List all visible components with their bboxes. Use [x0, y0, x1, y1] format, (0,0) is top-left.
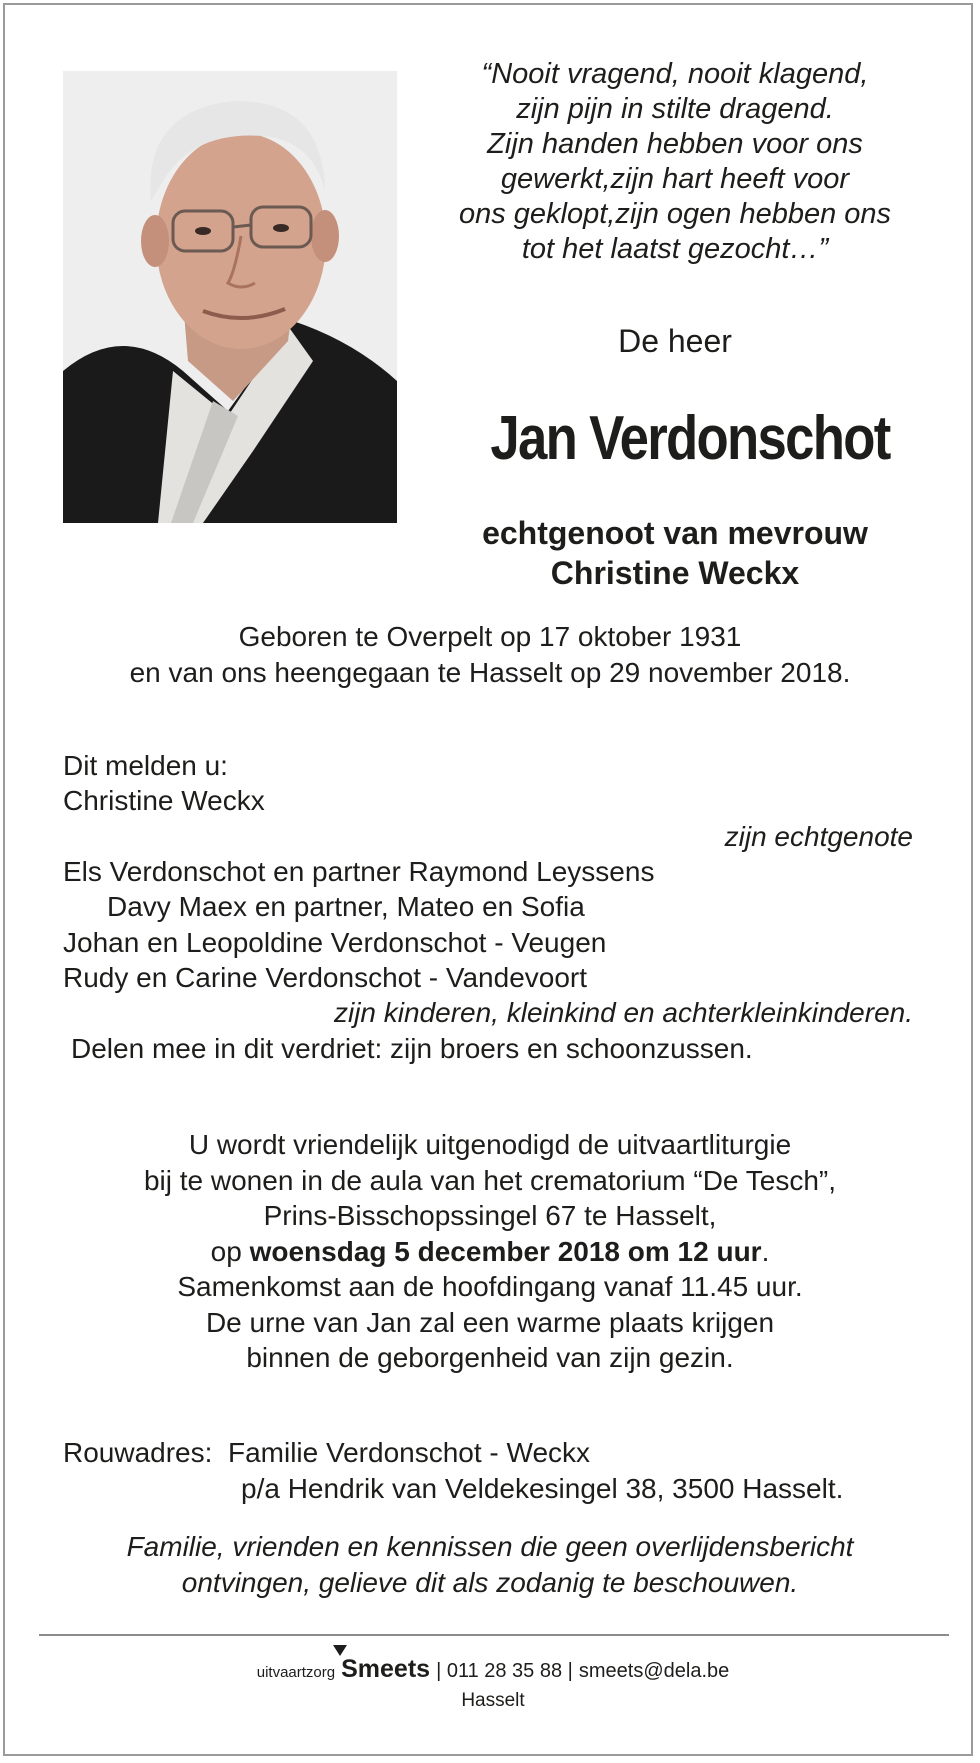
footer-email[interactable]: smeets@dela.be [578, 1660, 730, 1682]
brand-name: Smeets [341, 1655, 431, 1683]
salutation: De heer [618, 323, 732, 359]
quote-line: gewerkt,zijn hart heeft voor [500, 163, 850, 195]
funeral-invitation [45, 1127, 935, 1376]
invitation-line: Prins-Bisschopssingel 67 te Hasselt, [263, 1200, 717, 1231]
death-line: en van ons heengegaan te Hasselt op 29 november 2018. [129, 657, 851, 688]
triangle-logo-icon [333, 1645, 347, 1656]
invitation-line: De urne van Jan zal een warme plaats krijgen [205, 1306, 775, 1338]
quote-line: “Nooit vragend, nooit klagend, [481, 58, 869, 90]
address-label: Rouwadres: [63, 1437, 213, 1468]
spouse-heading [425, 513, 925, 593]
footer-contact-line [257, 1655, 730, 1684]
mourning-address [63, 1435, 843, 1507]
invitation-line: bij te wonen in de aula van het crematorium “De Tesch”, [143, 1164, 837, 1196]
footer-divider [39, 1634, 949, 1636]
closing-notice [45, 1529, 935, 1601]
deceased-name: Jan Verdonschot [490, 404, 890, 473]
life-dates [45, 619, 935, 691]
invitation-line: U wordt vriendelijk uitgenodigd de uitvaartliturgie [188, 1129, 792, 1160]
portrait-photo [63, 71, 397, 523]
spouse-name: Christine Weckx [550, 555, 800, 591]
memorial-quote [425, 57, 925, 267]
brand-logo [341, 1655, 430, 1684]
address-family: Familie Verdonschot - Weckx [227, 1437, 591, 1468]
spouse-relation: echtgenoot van mevrouw [482, 515, 868, 551]
footer [5, 1655, 980, 1712]
brand-tagline: uitvaartzorg [256, 1664, 336, 1681]
footer-phone: | 011 28 35 88 | [436, 1660, 573, 1682]
obituary-card [3, 3, 973, 1756]
family-spouse-role: zijn echtgenote [724, 821, 913, 852]
footer-city: Hasselt [461, 1690, 525, 1711]
family-spouse-name: Christine Weckx [63, 785, 265, 816]
date-prefix: op [210, 1235, 250, 1267]
invitation-date-line [45, 1234, 935, 1270]
family-child: Davy Maex en partner, Mateo en Sofia [107, 891, 585, 922]
quote-line: tot het laatst gezocht…” [521, 233, 829, 265]
invitation-line: Samenkomst aan de hoofdingang vanaf 11.45 uur. [177, 1271, 803, 1302]
family-child: Rudy en Carine Verdonschot - Vandevoort [63, 962, 588, 993]
family-child: Els Verdonschot en partner Raymond Leyssens [63, 856, 655, 887]
date-suffix: . [761, 1235, 770, 1267]
invitation-line: binnen de geborgenheid van zijn gezin. [246, 1342, 734, 1373]
family-intro: Dit melden u: [63, 750, 228, 781]
family-others: Delen mee in dit verdriet: zijn broers en schoonzussen. [71, 1033, 753, 1064]
funeral-date: woensdag 5 december 2018 om 12 uur [249, 1235, 762, 1267]
notice-line: Familie, vrienden en kennissen die geen overlijdensbericht [126, 1531, 854, 1562]
family-children-role: zijn kinderen, kleinkind en achterkleinkinderen. [333, 997, 913, 1028]
family-child: Johan en Leopoldine Verdonschot - Veugen [63, 927, 607, 958]
notice-line: ontvingen, gelieve dit als zodanig te beschouwen. [181, 1567, 799, 1598]
quote-line: zijn pijn in stilte dragend. [516, 93, 834, 125]
birth-line: Geboren te Overpelt op 17 oktober 1931 [238, 621, 742, 652]
address-street: p/a Hendrik van Veldekesingel 38, 3500 Hasselt. [241, 1473, 844, 1504]
quote-line: ons geklopt,zijn ogen hebben ons [458, 198, 892, 230]
quote-line: Zijn handen hebben voor ons [487, 128, 863, 160]
